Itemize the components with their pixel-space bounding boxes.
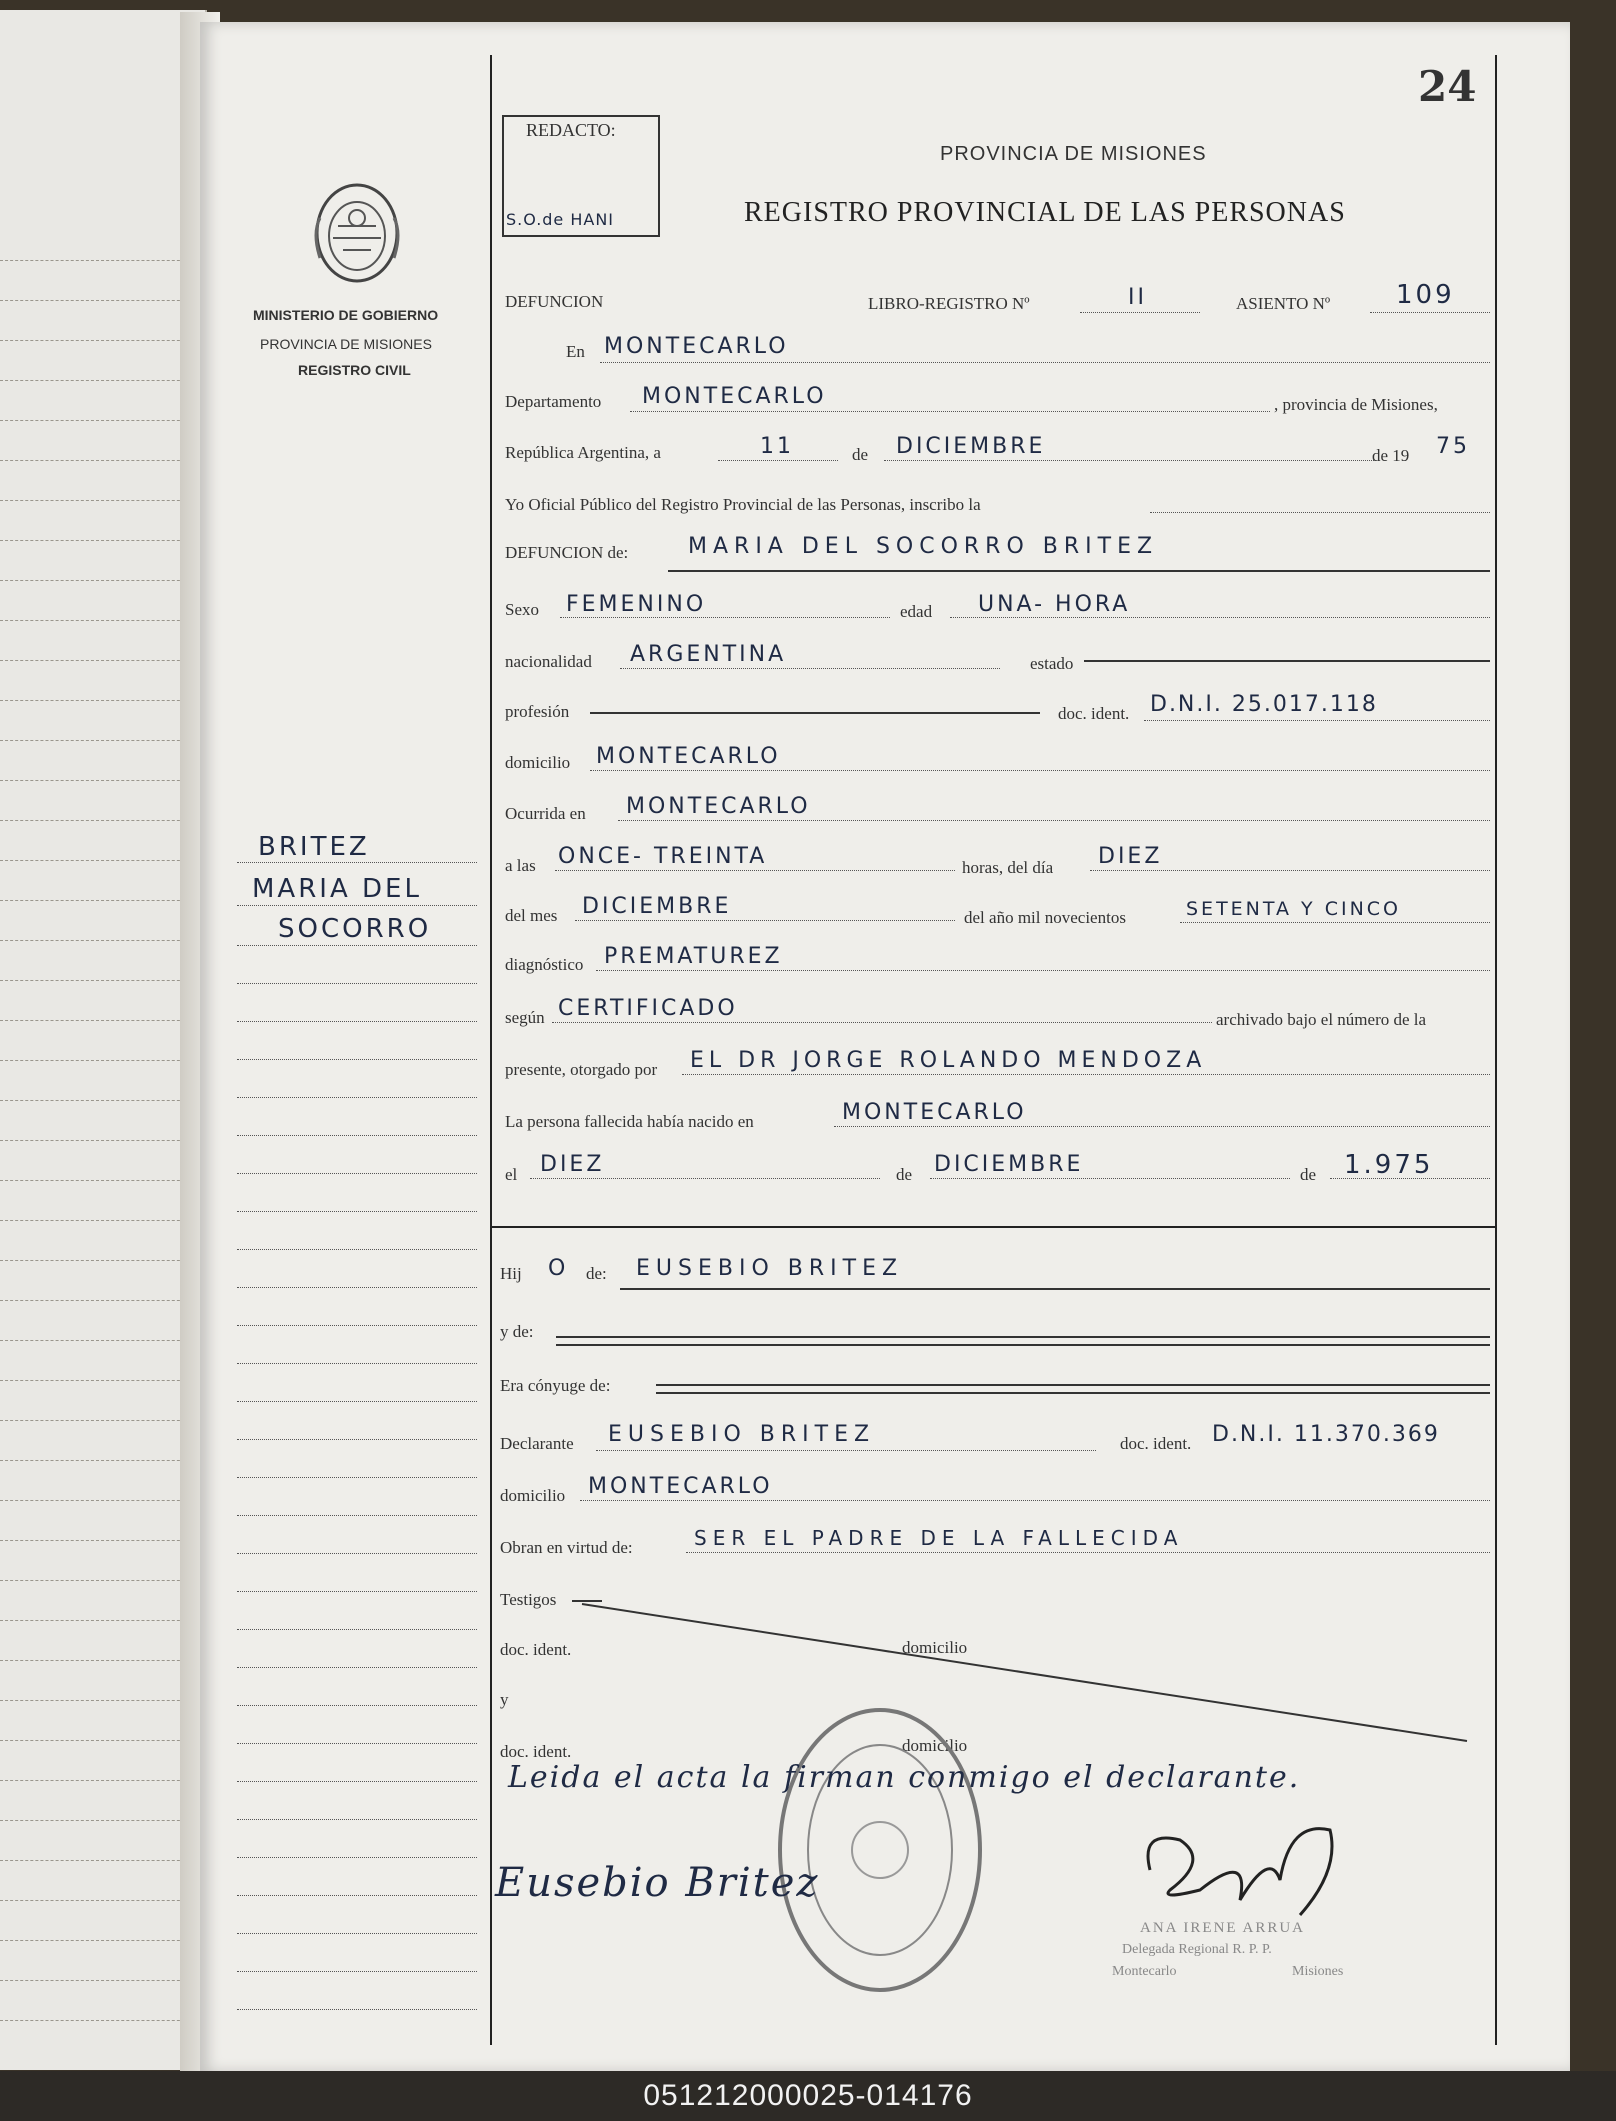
official-title: Delegada Regional R. P. P. xyxy=(1122,1942,1272,1957)
side-ruled-line xyxy=(237,1439,477,1440)
left-ruled-line xyxy=(0,260,195,261)
departamento-line xyxy=(630,411,1270,412)
side-ruled-line xyxy=(237,1363,477,1364)
decl-domicilio-label: domicilio xyxy=(500,1486,566,1505)
ministry-line1: MINISTERIO DE GOBIERNO xyxy=(253,307,439,323)
left-ruled-line xyxy=(0,940,195,941)
side-ruled-line xyxy=(237,1059,477,1060)
ministry-line2: PROVINCIA DE MISIONES xyxy=(260,336,432,352)
left-ruled-line xyxy=(0,1540,195,1541)
de2-line xyxy=(930,1178,1290,1179)
side-ruled-line xyxy=(237,1173,477,1174)
segun-line xyxy=(552,1022,1212,1023)
testigos-label: Testigos xyxy=(500,1590,557,1609)
left-ruled-line xyxy=(0,1940,195,1941)
mes-line xyxy=(884,460,1374,461)
mes-value: DICIEMBRE xyxy=(896,434,1046,459)
alas-line xyxy=(555,870,955,871)
declarante-label: Declarante xyxy=(500,1434,574,1453)
de3-line xyxy=(1330,1178,1490,1179)
side-ruled-line xyxy=(237,1097,477,1098)
delmes-line xyxy=(575,920,955,921)
doc-ident-line xyxy=(1144,720,1490,721)
nacionalidad-label: nacionalidad xyxy=(505,652,592,671)
estado-line xyxy=(1084,660,1490,662)
presente-label: presente, otorgado por xyxy=(505,1060,658,1079)
asiento-value: 109 xyxy=(1396,280,1455,310)
archivado-label: archivado bajo el número de la xyxy=(1216,1010,1427,1029)
side-ruled-line xyxy=(237,1211,477,1212)
left-ruled-line xyxy=(0,1260,195,1261)
defuncion-de-value: MARIA DEL SOCORRO BRITEZ xyxy=(688,534,1159,559)
obran-line xyxy=(686,1552,1490,1553)
form-border-right xyxy=(1495,55,1497,2045)
doc-ident-value: D.N.I. 25.017.118 xyxy=(1150,692,1378,717)
delanio-label: del año mil novecientos xyxy=(964,908,1126,927)
ministry-line3: REGISTRO CIVIL xyxy=(298,362,411,378)
declarante-line xyxy=(596,1450,1096,1451)
de3-value: 1.975 xyxy=(1344,1150,1434,1180)
en-value: MONTECARLO xyxy=(604,334,789,359)
page-number: 24 xyxy=(1418,62,1477,111)
left-ruled-line xyxy=(0,2020,195,2021)
obran-value: SER EL PADRE DE LA FALLECIDA xyxy=(694,1526,1184,1550)
delanio-value: SETENTA Y CINCO xyxy=(1186,898,1402,920)
diagnostico-value: PREMATUREZ xyxy=(604,944,783,969)
declarante-doc-label: doc. ident. xyxy=(1120,1434,1192,1453)
left-ruled-line xyxy=(0,1700,195,1701)
official-signature-icon xyxy=(1130,1810,1360,1920)
side-name-line2: MARIA DEL xyxy=(252,874,422,904)
side-ruled-line xyxy=(237,1591,477,1592)
side-ruled-line xyxy=(237,1287,477,1288)
province-heading: PROVINCIA DE MISIONES xyxy=(940,143,1207,165)
el-line xyxy=(530,1178,880,1179)
side-name-line1: BRITEZ xyxy=(258,832,370,862)
side-ruled-line xyxy=(237,1895,477,1896)
left-ruled-line xyxy=(0,820,195,821)
side-ruled-line xyxy=(237,1781,477,1782)
left-ruled-line xyxy=(0,1220,195,1221)
side-ruled-line xyxy=(237,862,477,863)
left-ruled-line xyxy=(0,1460,195,1461)
declarante-doc-value: D.N.I. 11.370.369 xyxy=(1212,1422,1440,1447)
defuncion-de-label: DEFUNCION de: xyxy=(505,543,629,562)
side-ruled-line xyxy=(237,2009,477,2010)
el-label: el xyxy=(505,1165,518,1184)
dia-line xyxy=(718,460,838,461)
yde-label: y de: xyxy=(500,1322,534,1341)
side-ruled-line xyxy=(237,1477,477,1478)
left-ruled-line xyxy=(0,1580,195,1581)
side-ruled-line xyxy=(237,1743,477,1744)
alas-value: ONCE- TREINTA xyxy=(558,844,768,869)
de3-label: de xyxy=(1300,1165,1317,1184)
side-ruled-line xyxy=(237,1933,477,1934)
side-ruled-line xyxy=(237,905,477,906)
left-ruled-line xyxy=(0,1820,195,1821)
nacionalidad-line xyxy=(620,668,1000,669)
left-ruled-line xyxy=(0,1740,195,1741)
left-ruled-line xyxy=(0,1980,195,1981)
hijo-suffix: O xyxy=(548,1256,569,1281)
edad-line xyxy=(950,617,1490,618)
redacto-label: REDACTO: xyxy=(526,120,616,140)
left-ruled-line xyxy=(0,900,195,901)
defuncion-de-line xyxy=(668,570,1490,572)
conyuge-line xyxy=(656,1384,1490,1386)
asiento-line xyxy=(1370,312,1490,313)
departamento-label: Departamento xyxy=(505,392,602,411)
side-ruled-line xyxy=(237,983,477,984)
left-ruled-line xyxy=(0,740,195,741)
left-ruled-line xyxy=(0,1020,195,1021)
sexo-label: Sexo xyxy=(505,600,539,619)
en-label: En xyxy=(566,342,585,361)
redacto-value: S.O.de HANI xyxy=(506,210,615,229)
testigo2-domicilio-label: domicilio xyxy=(902,1736,968,1755)
edad-label: edad xyxy=(900,602,933,621)
diagnostico-label: diagnóstico xyxy=(505,955,584,974)
yo-oficial-text: Yo Oficial Público del Registro Provincial de las Personas, inscribo la xyxy=(505,495,981,514)
side-ruled-line xyxy=(237,1667,477,1668)
ocurrida-line xyxy=(618,820,1490,821)
segun-label: según xyxy=(505,1008,545,1027)
provincia-suffix: , provincia de Misiones, xyxy=(1274,395,1438,414)
left-ruled-line xyxy=(0,1100,195,1101)
left-ruled-line xyxy=(0,340,195,341)
left-ruled-line xyxy=(0,500,195,501)
testigos-strike xyxy=(572,1596,1472,1746)
declarant-signature: Eusebio Britez xyxy=(495,1860,820,1906)
delmes-label: del mes xyxy=(505,906,558,925)
profesion-label: profesión xyxy=(505,702,570,721)
conyuge-line2 xyxy=(656,1392,1490,1394)
sexo-line xyxy=(560,617,890,618)
left-ruled-line xyxy=(0,1780,195,1781)
left-ruled-line xyxy=(0,1300,195,1301)
left-ruled-line xyxy=(0,380,195,381)
left-ruled-line xyxy=(0,1180,195,1181)
testigo1-domicilio-label: domicilio xyxy=(902,1638,968,1657)
decl-domicilio-line xyxy=(580,1500,1490,1501)
left-ruled-line xyxy=(0,1140,195,1141)
libro-registro-value: II xyxy=(1128,285,1147,310)
alas-label: a las xyxy=(505,856,536,875)
de-label: de xyxy=(852,445,869,464)
yo-oficial-line xyxy=(1150,512,1490,513)
left-ruled-line xyxy=(0,1660,195,1661)
nacido-value: MONTECARLO xyxy=(842,1100,1027,1125)
horas-label: horas, del día xyxy=(962,858,1054,877)
form-border-left xyxy=(490,55,492,2045)
side-ruled-line xyxy=(237,1705,477,1706)
side-ruled-line xyxy=(237,1401,477,1402)
left-ruled-line xyxy=(0,700,195,701)
yde-line2 xyxy=(556,1344,1490,1346)
de19-label: de 19 xyxy=(1372,446,1410,465)
left-page xyxy=(0,10,207,2070)
left-ruled-line xyxy=(0,1420,195,1421)
profesion-line xyxy=(590,712,1040,714)
de2-value: DICIEMBRE xyxy=(934,1152,1084,1177)
domicilio-label: domicilio xyxy=(505,753,571,772)
official-place2: Misiones xyxy=(1292,1964,1344,1979)
el-value: DIEZ xyxy=(540,1152,605,1177)
ocurrida-label: Ocurrida en xyxy=(505,804,586,823)
side-ruled-line xyxy=(237,1325,477,1326)
left-ruled-line xyxy=(0,780,195,781)
left-ruled-line xyxy=(0,860,195,861)
departamento-value: MONTECARLO xyxy=(642,384,827,409)
side-ruled-line xyxy=(237,1515,477,1516)
yde-line xyxy=(556,1336,1490,1338)
nacido-line xyxy=(834,1126,1490,1127)
section-divider xyxy=(490,1226,1495,1228)
presente-line xyxy=(682,1074,1490,1075)
anio-value: 75 xyxy=(1436,434,1470,459)
side-ruled-line xyxy=(237,1021,477,1022)
side-ruled-line xyxy=(237,1135,477,1136)
left-ruled-line xyxy=(0,1860,195,1861)
left-ruled-line xyxy=(0,420,195,421)
left-ruled-line xyxy=(0,1620,195,1621)
defuncion-label: DEFUNCION xyxy=(505,292,604,311)
hijo-line xyxy=(620,1288,1490,1290)
official-stamp-icon xyxy=(770,1700,990,2000)
delmes-value: DICIEMBRE xyxy=(582,894,732,919)
domicilio-value: MONTECARLO xyxy=(596,744,781,769)
horas-value: DIEZ xyxy=(1098,844,1163,869)
edad-value: UNA- HORA xyxy=(978,592,1131,617)
side-ruled-line xyxy=(237,1819,477,1820)
conyuge-label: Era cónyuge de: xyxy=(500,1376,611,1395)
testigo1-doc-label: doc. ident. xyxy=(500,1640,572,1659)
testigo2-doc-label: doc. ident. xyxy=(500,1742,572,1761)
obran-label: Obran en virtud de: xyxy=(500,1538,633,1557)
presente-value: EL DR JORGE ROLANDO MENDOZA xyxy=(690,1048,1207,1073)
left-ruled-line xyxy=(0,580,195,581)
left-ruled-line xyxy=(0,1060,195,1061)
nacido-label: La persona fallecida había nacido en xyxy=(505,1112,754,1131)
official-name: ANA IRENE ARRUA xyxy=(1140,1920,1306,1936)
left-ruled-line xyxy=(0,540,195,541)
side-ruled-line xyxy=(237,1971,477,1972)
estado-label: estado xyxy=(1030,654,1074,673)
libro-registro-label: LIBRO-REGISTRO Nº xyxy=(868,294,1030,313)
domicilio-line xyxy=(590,770,1490,771)
sexo-value: FEMENINO xyxy=(566,592,707,617)
testigo-y-label: y xyxy=(500,1690,509,1709)
nacionalidad-value: ARGENTINA xyxy=(630,642,787,667)
provincial-seal-icon xyxy=(308,178,406,288)
left-ruled-line xyxy=(0,660,195,661)
asiento-label: ASIENTO Nº xyxy=(1236,294,1331,313)
segun-value: CERTIFICADO xyxy=(558,996,738,1021)
left-ruled-line xyxy=(0,300,195,301)
decl-domicilio-value: MONTECARLO xyxy=(588,1474,773,1499)
hijo-label: Hij xyxy=(500,1264,522,1283)
side-ruled-line xyxy=(237,1629,477,1630)
republica-label: República Argentina, a xyxy=(505,443,661,462)
libro-line xyxy=(1080,312,1200,313)
left-ruled-line xyxy=(0,1380,195,1381)
hijo-value: EUSEBIO BRITEZ xyxy=(636,1256,904,1281)
ocurrida-value: MONTECARLO xyxy=(626,794,811,819)
left-ruled-line xyxy=(0,1340,195,1341)
dia-value: 11 xyxy=(760,434,794,459)
registry-heading: REGISTRO PROVINCIAL DE LAS PERSONAS xyxy=(744,197,1346,228)
left-ruled-line xyxy=(0,980,195,981)
doc-ident-label: doc. ident. xyxy=(1058,704,1130,723)
hijo-de-label: de: xyxy=(586,1264,607,1283)
delanio-line xyxy=(1180,922,1490,923)
leida-phrase: Leida el acta la firman conmigo el declarante. xyxy=(508,1760,1301,1795)
left-ruled-line xyxy=(0,620,195,621)
diagnostico-line xyxy=(596,970,1490,971)
en-line xyxy=(600,362,1490,363)
de2-label: de xyxy=(896,1165,913,1184)
document-id-bar: 051212000025-014176 xyxy=(0,2071,1616,2121)
side-ruled-line xyxy=(237,1857,477,1858)
side-ruled-line xyxy=(237,1249,477,1250)
horas-line xyxy=(1090,870,1490,871)
left-ruled-line xyxy=(0,1500,195,1501)
left-ruled-line xyxy=(0,460,195,461)
left-ruled-line xyxy=(0,1900,195,1901)
declarante-value: EUSEBIO BRITEZ xyxy=(608,1422,876,1447)
side-name-line3: SOCORRO xyxy=(278,914,432,944)
official-place1: Montecarlo xyxy=(1112,1964,1177,1979)
side-ruled-line xyxy=(237,945,477,946)
side-ruled-line xyxy=(237,1553,477,1554)
